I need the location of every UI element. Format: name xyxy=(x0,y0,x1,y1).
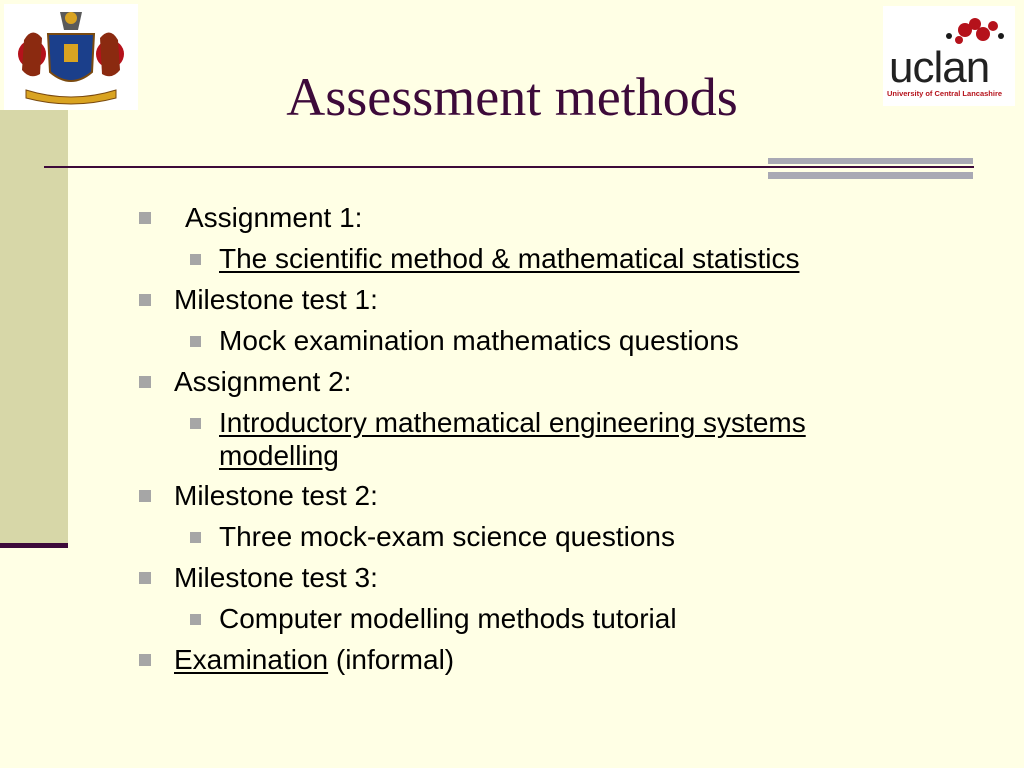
bullet-marker xyxy=(139,294,151,306)
list-item-level2: Three mock-exam science questions xyxy=(219,521,675,552)
bullet-marker xyxy=(190,418,201,429)
examination-link[interactable]: Examination xyxy=(174,644,329,675)
list-item-level1: Assignment 2: xyxy=(174,366,352,397)
list-item-level1: Milestone test 2: xyxy=(174,480,378,511)
bullet-marker xyxy=(190,614,201,625)
bullet-marker xyxy=(139,490,151,502)
bullet-marker xyxy=(139,376,151,388)
slide-title: Assessment methods xyxy=(286,67,738,127)
list-item-level2: Computer modelling methods tutorial xyxy=(219,603,677,634)
bullet-marker xyxy=(190,254,201,265)
svg-text:uclan: uclan xyxy=(889,43,990,92)
list-item-level2-link[interactable]: Introductory mathematical engineering systems xyxy=(219,407,806,438)
bullet-marker xyxy=(190,532,201,543)
svg-text:University of Central Lancashi: University of Central Lancashire xyxy=(887,89,1003,98)
list-item-level2-link[interactable]: The scientific method & mathematical statistics xyxy=(219,243,800,274)
list-item-level1: Milestone test 3: xyxy=(174,562,378,593)
list-item-level1: Assignment 1: xyxy=(185,202,363,233)
list-item-level1 xyxy=(174,644,454,676)
bullet-marker xyxy=(139,654,151,666)
list-item-level1: Milestone test 1: xyxy=(174,284,378,315)
list-item-level2: Mock examination mathematics questions xyxy=(219,325,739,356)
bullet-marker xyxy=(139,212,151,224)
bullet-marker xyxy=(190,336,201,347)
list-item-level2-link-continuation[interactable]: modelling xyxy=(219,440,339,471)
examination-suffix: (informal) xyxy=(328,644,455,675)
bullet-marker xyxy=(139,572,151,584)
